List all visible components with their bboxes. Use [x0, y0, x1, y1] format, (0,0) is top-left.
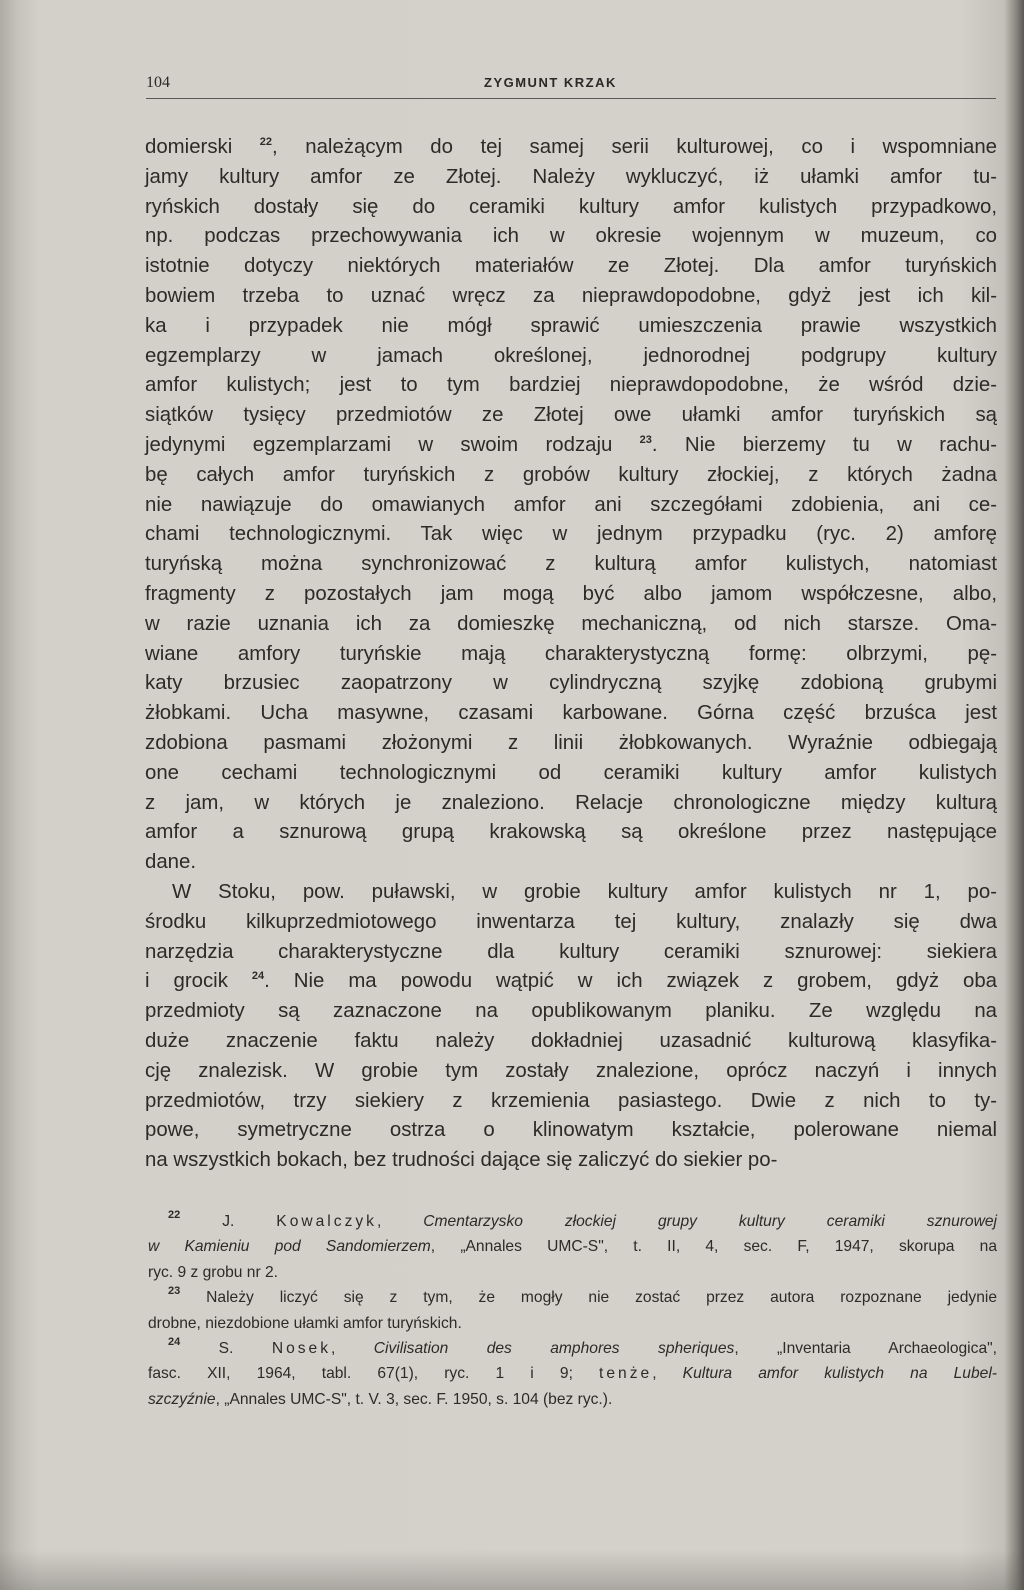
text-line [145, 908, 997, 938]
text-segment: , „Annales UMC-S", t. V. 3, sec. F. 1950, s. 104 (bez ryc.). [215, 1390, 613, 1408]
footnote-line [148, 1361, 997, 1386]
text-segment: przedmiotów, trzy siekiery z krzemienia pasiastego. Dwie z nich to ty- [145, 1089, 997, 1112]
text-segment: drobne, niezdobione ułamki amfor turyńskich. [148, 1314, 462, 1332]
text-segment: W Stoku, pow. puławski, w grobie kultury amfor kulistych nr 1, po- [172, 880, 997, 903]
text-line [145, 520, 997, 550]
text-segment: Nosek [271, 1340, 332, 1358]
text-segment: środku kilkuprzedmiotowego inwentarza tej kultury, znalazły się dwa [145, 910, 997, 933]
text-segment: ryc. 9 z grobu nr 2. [148, 1263, 279, 1281]
footnote-marker: 23 [639, 433, 652, 446]
text-segment: żłobkami. Ucha masywne, czasami karbowane. Górna część brzuśca jest [145, 702, 997, 725]
text-line [145, 610, 997, 640]
text-segment: istotnie dotyczy niektórych materiałów ze Złotej. Dla amfor turyńskich [145, 255, 997, 278]
text-line [145, 818, 997, 848]
text-segment: . Nie bierzemy tu w rachu- [651, 433, 997, 456]
text-segment: nie nawiązuje do omawianych amfor ani szczegółami zdobienia, ani ce- [145, 493, 997, 516]
footnote-marker: 24 [168, 1336, 181, 1349]
footnote-marker: 24 [251, 970, 265, 983]
text-line [145, 669, 997, 699]
text-segment: jedynymi egzemplarzami w swoim rodzaju [145, 433, 640, 456]
text-segment: w razie uznania ich za domieszkę mechaniczną, od nich starsze. Oma- [145, 612, 997, 635]
text-segment: zdobiona pasmami złożonymi z linii żłobkowanych. Wyraźnie odbiegają [145, 731, 997, 754]
text-segment: fasc. XII, 1964, tabl. 67(1), ryc. 1 i 9; [148, 1365, 600, 1383]
text-line [145, 222, 997, 252]
text-line [145, 431, 997, 461]
text-segment: i grocik [145, 970, 252, 993]
text-segment: duże znaczenie faktu należy dokładniej uzasadnić kulturową klasyfika- [145, 1029, 997, 1052]
text-segment: amfor kulistych; jest to tym bardziej nieprawdopodobne, że wśród dzie- [145, 374, 997, 397]
text-segment: , [652, 1365, 683, 1383]
footnote-marker: 23 [168, 1285, 181, 1298]
footnote-marker: 22 [168, 1209, 181, 1221]
text-line [145, 342, 997, 372]
text-segment: turyńską można synchronizować z kulturą amfor kulistych, natomiast [145, 553, 997, 576]
text-line [145, 133, 997, 163]
text-line [145, 312, 997, 342]
text-segment: one cechami technologicznymi od ceramiki kultury amfor kulistych [145, 761, 997, 784]
text-segment: fragmenty z pozostałych jam mogą być albo jamom współczesne, albo, [145, 582, 997, 605]
text-segment: domierski [145, 136, 260, 158]
text-line [145, 967, 997, 997]
text-segment: Należy liczyć się z tym, że mogły nie zostać przez autora rozpoznane jedynie [180, 1289, 997, 1307]
text-segment: Cmentarzysko złockiej grupy kultury ceramiki sznurowej [423, 1213, 998, 1230]
text-line [145, 1027, 997, 1057]
text-line [145, 580, 997, 610]
footnotes [148, 1209, 997, 1412]
text-segment: S. [180, 1340, 272, 1358]
text-line [145, 252, 997, 282]
text-line [145, 491, 997, 521]
text-segment: powe, symetryczne ostrza o klinowatym kształcie, polerowane niemal [145, 1119, 997, 1142]
text-segment: bę całych amfor turyńskich z grobów kultury złockiej, z których żadna [145, 463, 997, 486]
text-line [145, 1146, 997, 1176]
text-line [145, 729, 997, 759]
text-segment: , [376, 1213, 424, 1230]
text-segment: , [331, 1340, 374, 1358]
text-line [145, 699, 997, 729]
text-segment: ryńskich dostały się do ceramiki kultury amfor kulistych przypadkowo, [145, 195, 997, 218]
text-segment: . Nie ma powodu wątpić w ich związek z grobem, gdyż oba [264, 970, 998, 993]
text-segment: dane. [145, 851, 197, 874]
text-line [145, 163, 997, 193]
text-line [145, 938, 997, 968]
text-segment: wiane amfory turyńskie mają charakterystyczną formę: olbrzymi, pę- [145, 642, 997, 665]
text-segment: przedmioty są zaznaczone na opublikowanym planiku. Ze względu na [145, 1000, 997, 1023]
footnote-line [148, 1234, 997, 1259]
text-segment: , „Inventaria Archaeologica", [734, 1340, 997, 1358]
footnote-line [148, 1311, 997, 1336]
text-line [145, 789, 997, 819]
text-segment: ka i przypadek nie mógł sprawić umieszczenia prawie wszystkich [145, 314, 997, 337]
text-segment: Kowalczyk [276, 1213, 377, 1230]
text-line [145, 997, 997, 1027]
footnote-line [148, 1285, 997, 1310]
text-segment: Civilisation des amphores spheriques [373, 1340, 735, 1358]
text-line [145, 1057, 997, 1087]
text-segment: Kultura amfor kulistych na Lubel- [682, 1365, 997, 1383]
text-line [145, 461, 997, 491]
text-segment: amfor a sznurową grupą krakowską są określone przez następujące [145, 821, 997, 844]
text-line [145, 550, 997, 580]
text-line [145, 759, 997, 789]
text-segment: chami technologicznymi. Tak więc w jednym przypadku (ryc. 2) amforę [145, 523, 997, 546]
text-line [145, 193, 997, 223]
page-number: 104 [146, 74, 170, 91]
text-segment: szczyźnie [148, 1390, 216, 1408]
main-text [145, 133, 997, 1176]
page-header [146, 70, 996, 99]
footnote-line [148, 1336, 997, 1361]
text-segment: narzędzia charakterystyczne dla kultury ceramiki sznurowej: siekiera [145, 940, 997, 963]
text-line [145, 848, 997, 878]
text-segment: jamy kultury amfor ze Złotej. Należy wykluczyć, iż ułamki amfor tu- [145, 165, 997, 188]
text-line [145, 640, 997, 670]
text-segment: J. [180, 1213, 277, 1230]
text-line [145, 401, 997, 431]
text-segment: w Kamieniu pod Sandomierzem [148, 1238, 431, 1256]
text-segment: z jam, w których je znaleziono. Relacje chronologiczne między kulturą [145, 791, 997, 814]
text-segment: , należącym do tej samej serii kulturowej, co i wspomniane [272, 136, 997, 158]
text-segment: katy brzusiec zaopatrzony w cylindryczną szyjkę zdobioną grubymi [145, 672, 997, 695]
text-segment: na wszystkich bokach, bez trudności dające się zaliczyć do siekier po- [145, 1149, 778, 1172]
text-line [145, 282, 997, 312]
text-segment: np. podczas przechowywania ich w okresie wojennym w muzeum, co [145, 225, 997, 248]
text-segment: , „Annales UMC-S", t. II, 4, sec. F, 1947, skorupa na [430, 1238, 997, 1256]
text-line [145, 1087, 997, 1117]
text-segment: egzemplarzy w jamach określonej, jednorodnej podgrupy kultury [145, 344, 997, 367]
text-segment: bowiem trzeba to uznać wręcz za nieprawdopodobne, gdyż jest ich kil- [145, 284, 997, 307]
text-segment: tenże [599, 1365, 653, 1383]
text-line [145, 878, 997, 908]
footnote-line [148, 1260, 997, 1285]
running-head: ZYGMUNT KRZAK [484, 75, 617, 90]
text-line [145, 371, 997, 401]
text-segment: cję znalezisk. W grobie tym zostały znalezione, oprócz naczyń i innych [145, 1059, 997, 1082]
text-segment: siątków tysięcy przedmiotów ze Złotej owe ułamki amfor turyńskich są [145, 404, 997, 427]
text-line [145, 1116, 997, 1146]
footnote-marker: 22 [259, 136, 273, 148]
footnote-line [148, 1209, 997, 1234]
footnote-line [148, 1387, 997, 1412]
